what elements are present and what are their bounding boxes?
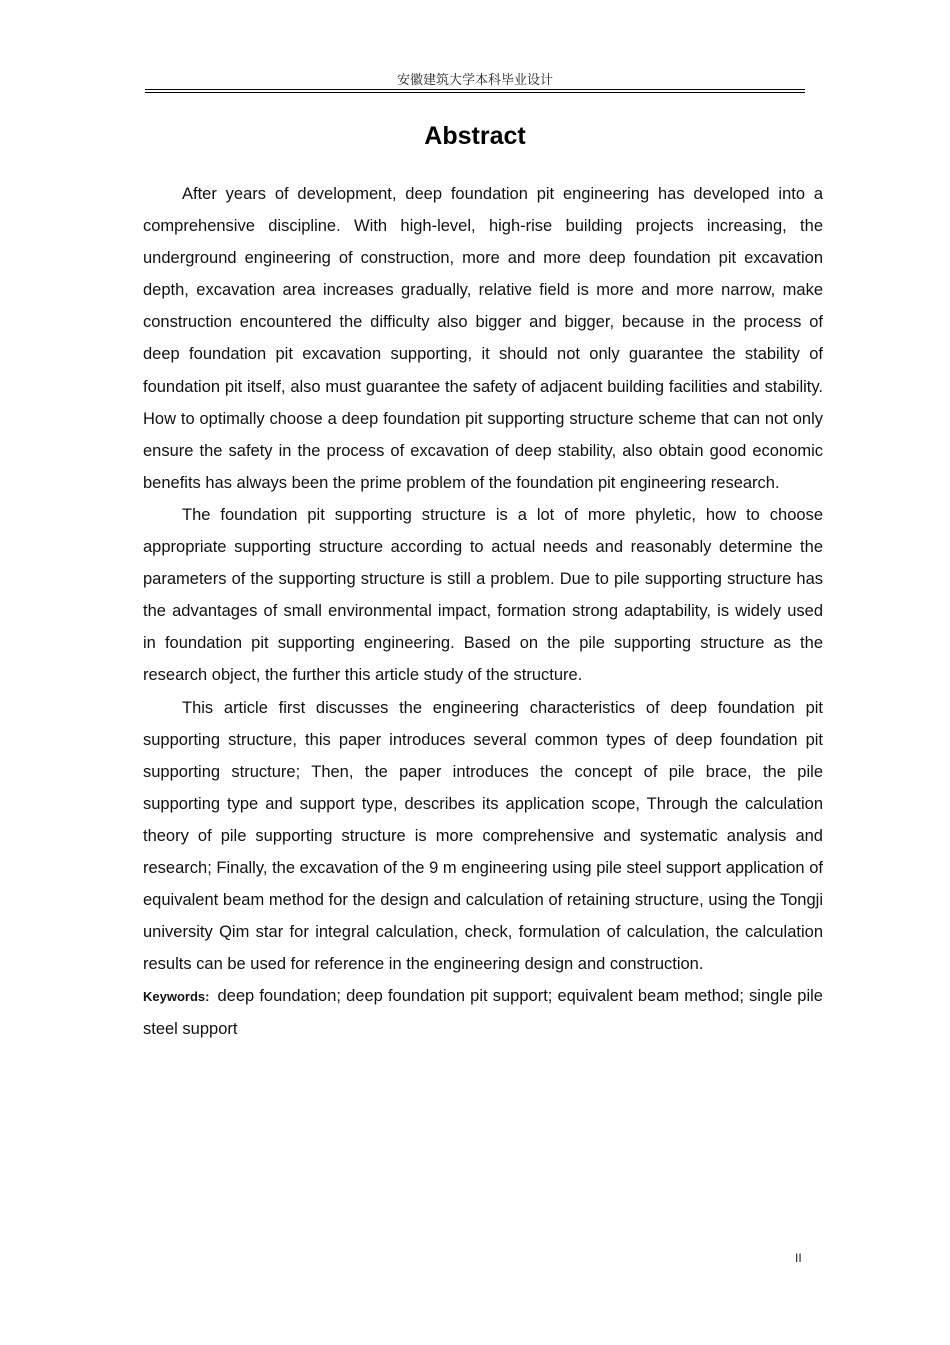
running-header: 安徽建筑大学本科毕业设计 bbox=[396, 73, 553, 88]
paragraph-1: After years of development, deep foundation pit engineering has developed into a comprehensive discipline. With high-level, high-rise building projects increasing, the underground engineering of construction, more and more deep foundation pit excavation depth, excavation area increases gradually, relative field is more and more narrow, make construction encountered the difficulty also bigger and bigger, because in the process of deep foundation pit excavation supporting, it should not only guarantee the stability of foundation pit itself, also must guarantee the safety of adjacent building facilities and stability. How to optimally choose a deep foundation pit supporting structure scheme that can not only ensure the safety in the process of excavation of deep stability, also obtain good economic benefits has always been the prime problem of the foundation pit engineering research. bbox=[143, 185, 823, 492]
paragraph-3: This article first discusses the engineering characteristics of deep foundation pit supporting structure, this paper introduces several common types of deep foundation pit supporting structure; Then, the paper introduces the concept of pile brace, the pile supporting type and support type, describes its application scope, Through the calculation theory of pile supporting structure is more comprehensive and systematic analysis and research; Finally, the excavation of the 9 m engineering using pile steel support application of equivalent beam method for the design and calculation of retaining structure, using the Tongji university Qim star for integral calculation, check, formulation of calculation, the calculation results can be used for reference in the engineering design and construction. bbox=[143, 698, 823, 974]
page-title: Abstract bbox=[424, 122, 526, 150]
abstract-body bbox=[143, 178, 823, 1046]
keywords-line bbox=[143, 980, 823, 1045]
keywords-text: deep foundation; deep foundation pit support; equivalent beam method; single pile steel support bbox=[143, 987, 823, 1039]
paragraph-2: The foundation pit supporting structure is a lot of more phyletic, how to choose appropriate supporting structure according to actual needs and reasonably determine the parameters of the supporting structure is still a problem. Due to pile supporting structure has the advantages of small environmental impact, formation strong adaptability, is widely used in foundation pit supporting engineering. Based on the pile supporting structure as the research object, the further this article study of the structure. bbox=[143, 505, 823, 685]
page-number: II bbox=[795, 1251, 802, 1265]
header-rule bbox=[145, 89, 805, 90]
header-rule-thin bbox=[145, 92, 805, 93]
keywords-label: Keywords: bbox=[143, 989, 210, 1005]
